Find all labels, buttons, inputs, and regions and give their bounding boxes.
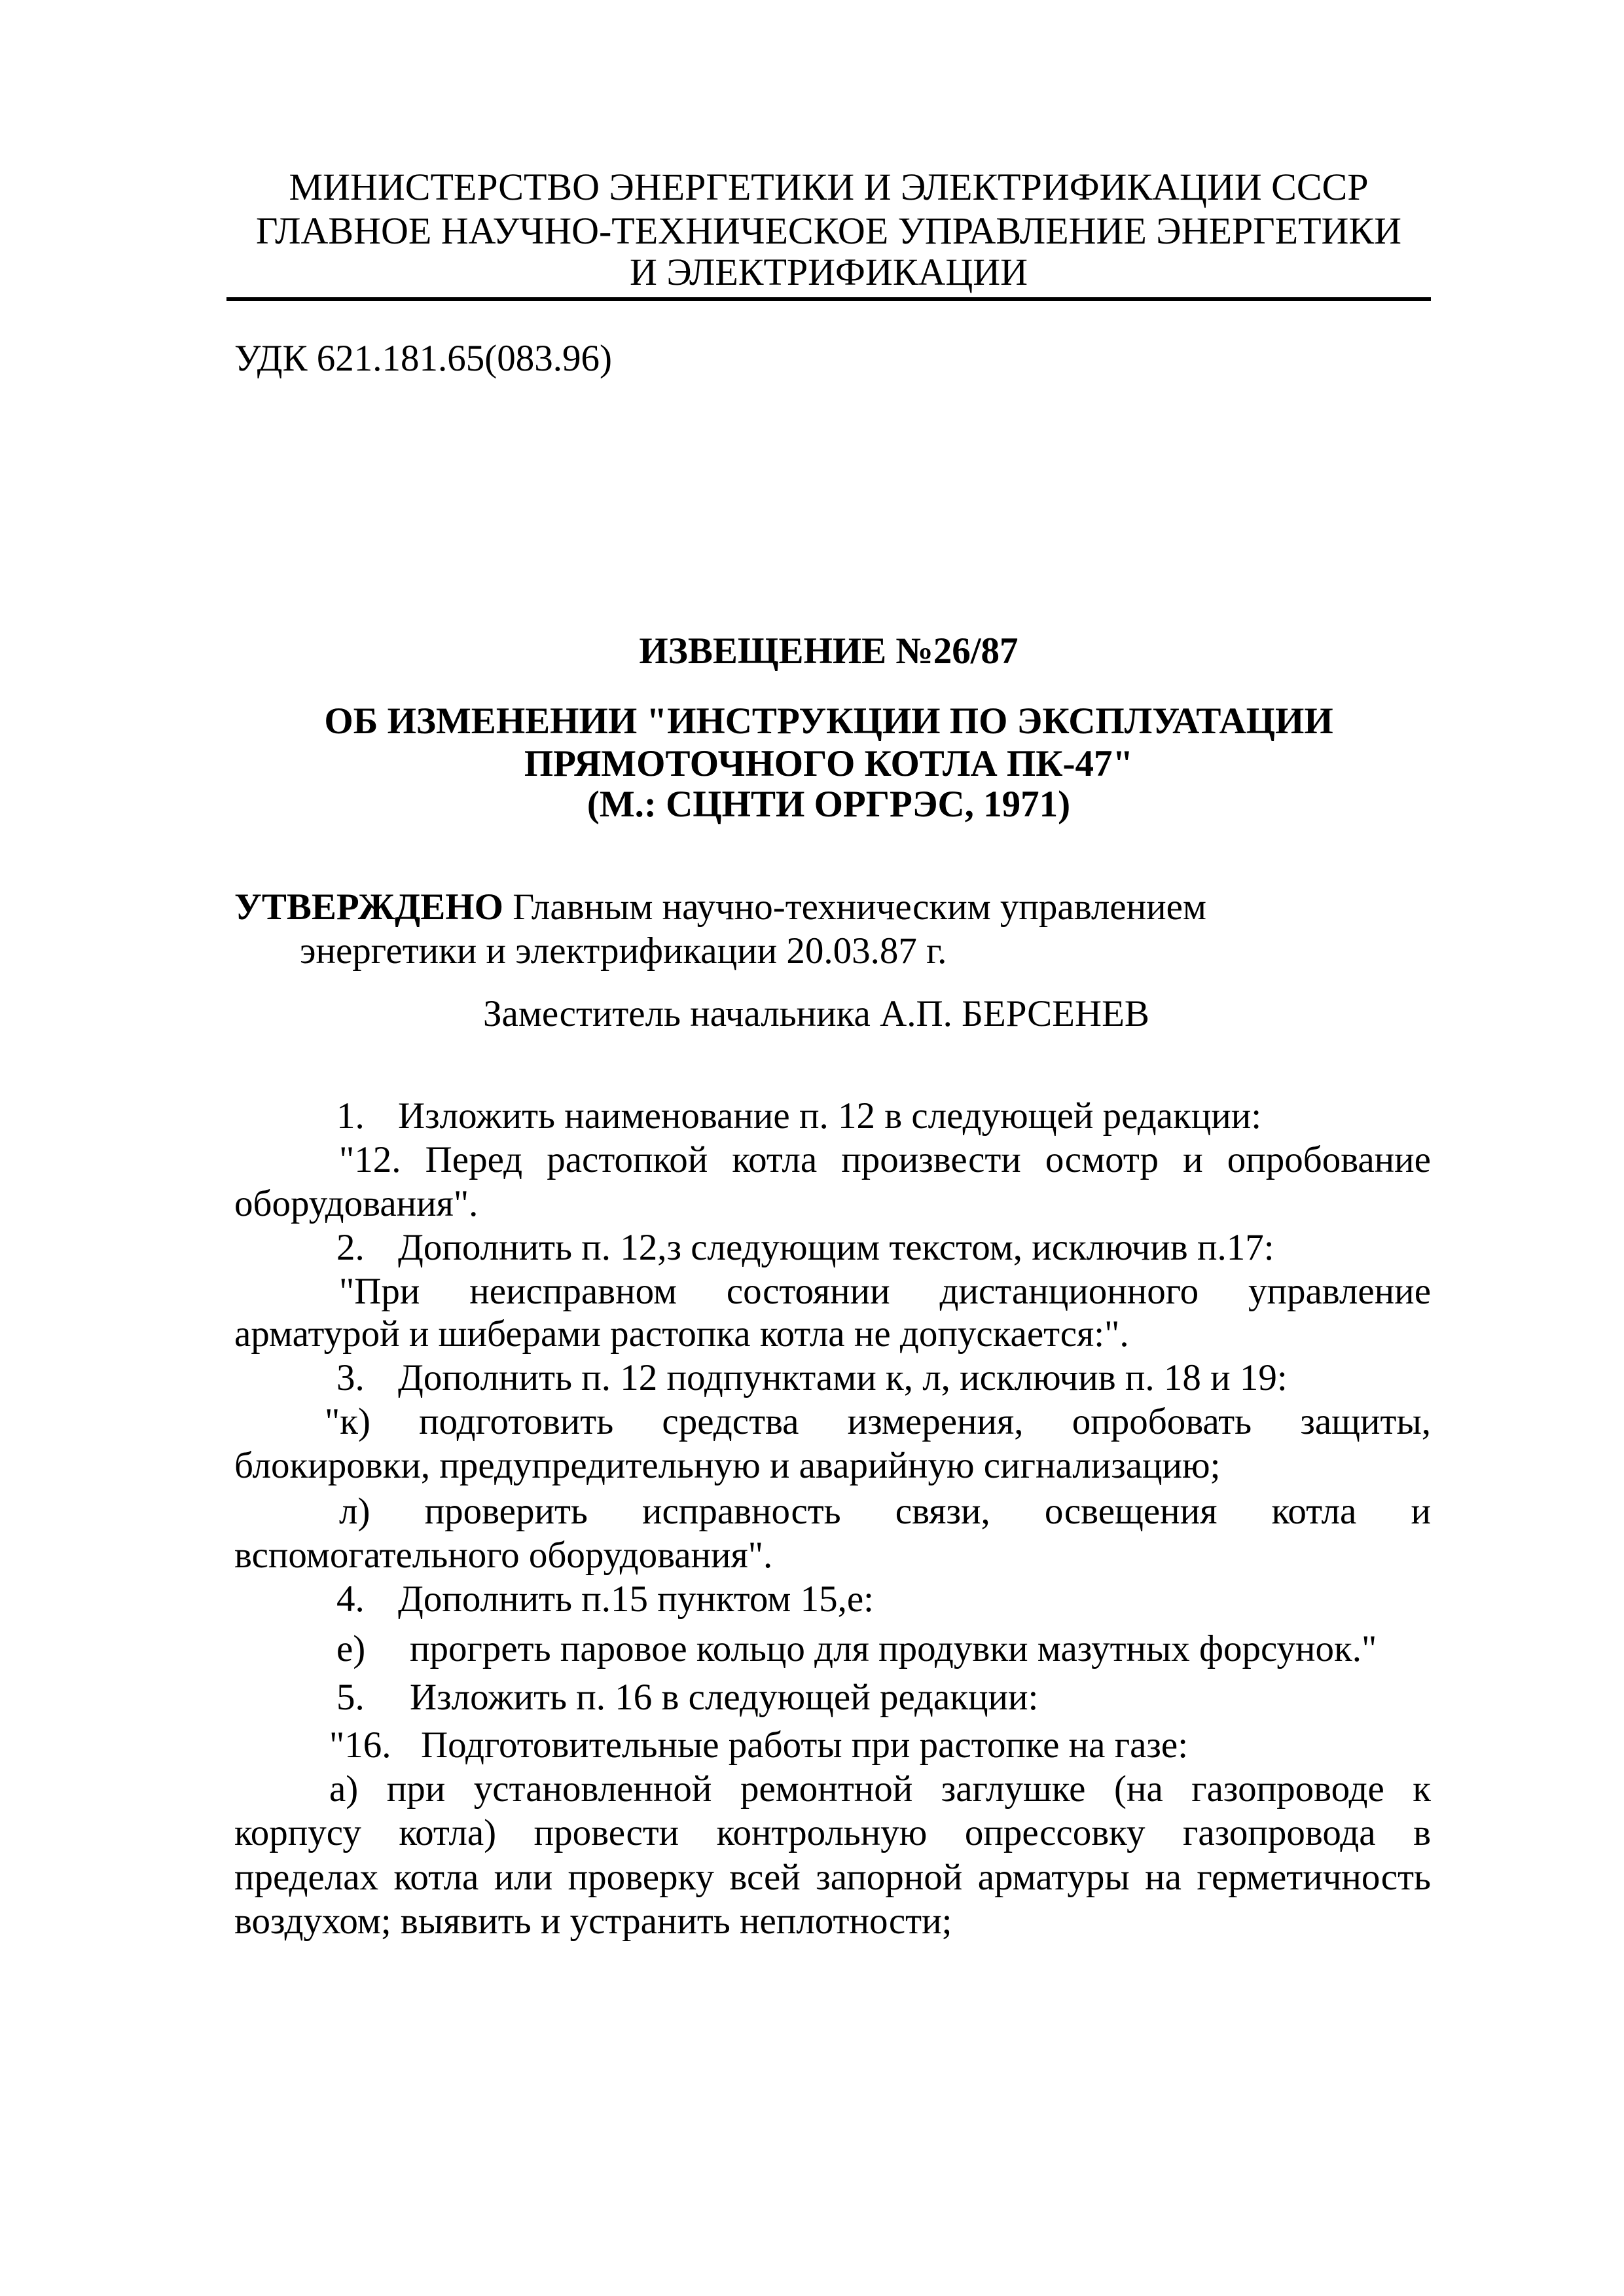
sub-item-e: [336, 1627, 1377, 1671]
paragraph-line: арматурой и шиберами растопка котла не допускается:".: [234, 1313, 1129, 1355]
item-number: 3.: [336, 1357, 365, 1398]
list-item-4: [336, 1577, 874, 1622]
item-text: Изложить наименование п. 12 в следующей редакции:: [398, 1095, 1262, 1137]
item-text: Подготовительные работы при растопке на газе:: [421, 1724, 1189, 1766]
item-number: 4.: [336, 1578, 365, 1620]
approval-label: УТВЕРЖДЕНО: [234, 886, 503, 928]
title-line-2: ПРЯМОТОЧНОГО КОТЛА ПК-47": [524, 743, 1134, 784]
title-line-3: (М.: СЦНТИ ОРГРЭС, 1971): [586, 784, 1071, 825]
paragraph-line: "12. Перед растопкой котла произвести осмотр и опробование: [339, 1139, 1431, 1180]
header-line-2: ГЛАВНОЕ НАУЧНО-ТЕХНИЧЕСКОЕ УПРАВЛЕНИЕ ЭНЕРГЕТИКИ: [256, 210, 1401, 252]
paragraph-line: блокировки, предупредительную и аварийную сигнализацию;: [234, 1445, 1221, 1486]
list-item-2: [336, 1226, 1274, 1270]
paragraph-line: воздухом; выявить и устранить неплотности;: [234, 1901, 952, 1942]
sub-item-16: [329, 1723, 1188, 1768]
sub-item-mark: е): [336, 1628, 366, 1669]
list-item-5: [336, 1675, 1038, 1720]
approval-line-1: [234, 885, 1206, 930]
sub-item-mark: "16.: [329, 1724, 391, 1766]
item-text: Дополнить п.15 пунктом 15,е:: [398, 1578, 874, 1620]
paragraph-line: а) при установленной ремонтной заглушке (на газопроводе к: [329, 1768, 1431, 1810]
paragraph-line: корпусу котла) провести контрольную опрессовку газопровода в: [234, 1812, 1431, 1853]
item-number: 5.: [336, 1677, 365, 1718]
paragraph-line: "При неисправном состоянии дистанционного управление: [339, 1271, 1431, 1312]
udk-code: УДК 621.181.65(083.96): [234, 338, 612, 379]
notice-number: ИЗВЕЩЕНИЕ №26/87: [639, 630, 1019, 672]
paragraph-line: оборудования".: [234, 1183, 478, 1224]
header-line-1: МИНИСТЕРСТВО ЭНЕРГЕТИКИ И ЭЛЕКТРИФИКАЦИИ СССР: [289, 166, 1369, 208]
list-item-3: [336, 1356, 1288, 1400]
header-line-3: И ЭЛЕКТРИФИКАЦИИ: [630, 251, 1028, 293]
paragraph-line: вспомогательного оборудования".: [234, 1535, 773, 1576]
item-number: 2.: [336, 1227, 365, 1268]
title-line-1: ОБ ИЗМЕНЕНИИ "ИНСТРУКЦИИ ПО ЭКСПЛУАТАЦИИ: [324, 701, 1333, 742]
approval-text-2: энергетики и электрификации 20.03.87 г.: [300, 930, 947, 972]
approval-text-1: Главным научно-техническим управлением: [513, 886, 1206, 928]
item-text: Дополнить п. 12 подпунктами к, л, исключив п. 18 и 19:: [398, 1357, 1288, 1398]
signatory: Заместитель начальника А.П. БЕРСЕНЕВ: [483, 993, 1149, 1034]
item-text: Изложить п. 16 в следующей редакции:: [410, 1677, 1039, 1718]
header-divider: [226, 297, 1431, 301]
paragraph-line: л) проверить исправность связи, освещения котла и: [339, 1491, 1431, 1532]
item-number: 1.: [336, 1095, 365, 1137]
list-item-1: [336, 1094, 1261, 1139]
item-text: прогреть паровое кольцо для продувки мазутных форсунок.": [410, 1628, 1377, 1669]
paragraph-line: пределах котла или проверку всей запорной арматуры на герметичность: [234, 1857, 1431, 1898]
paragraph-line: "к) подготовить средства измерения, опробовать защиты,: [325, 1401, 1431, 1442]
item-text: Дополнить п. 12,з следующим текстом, исключив п.17:: [398, 1227, 1274, 1268]
